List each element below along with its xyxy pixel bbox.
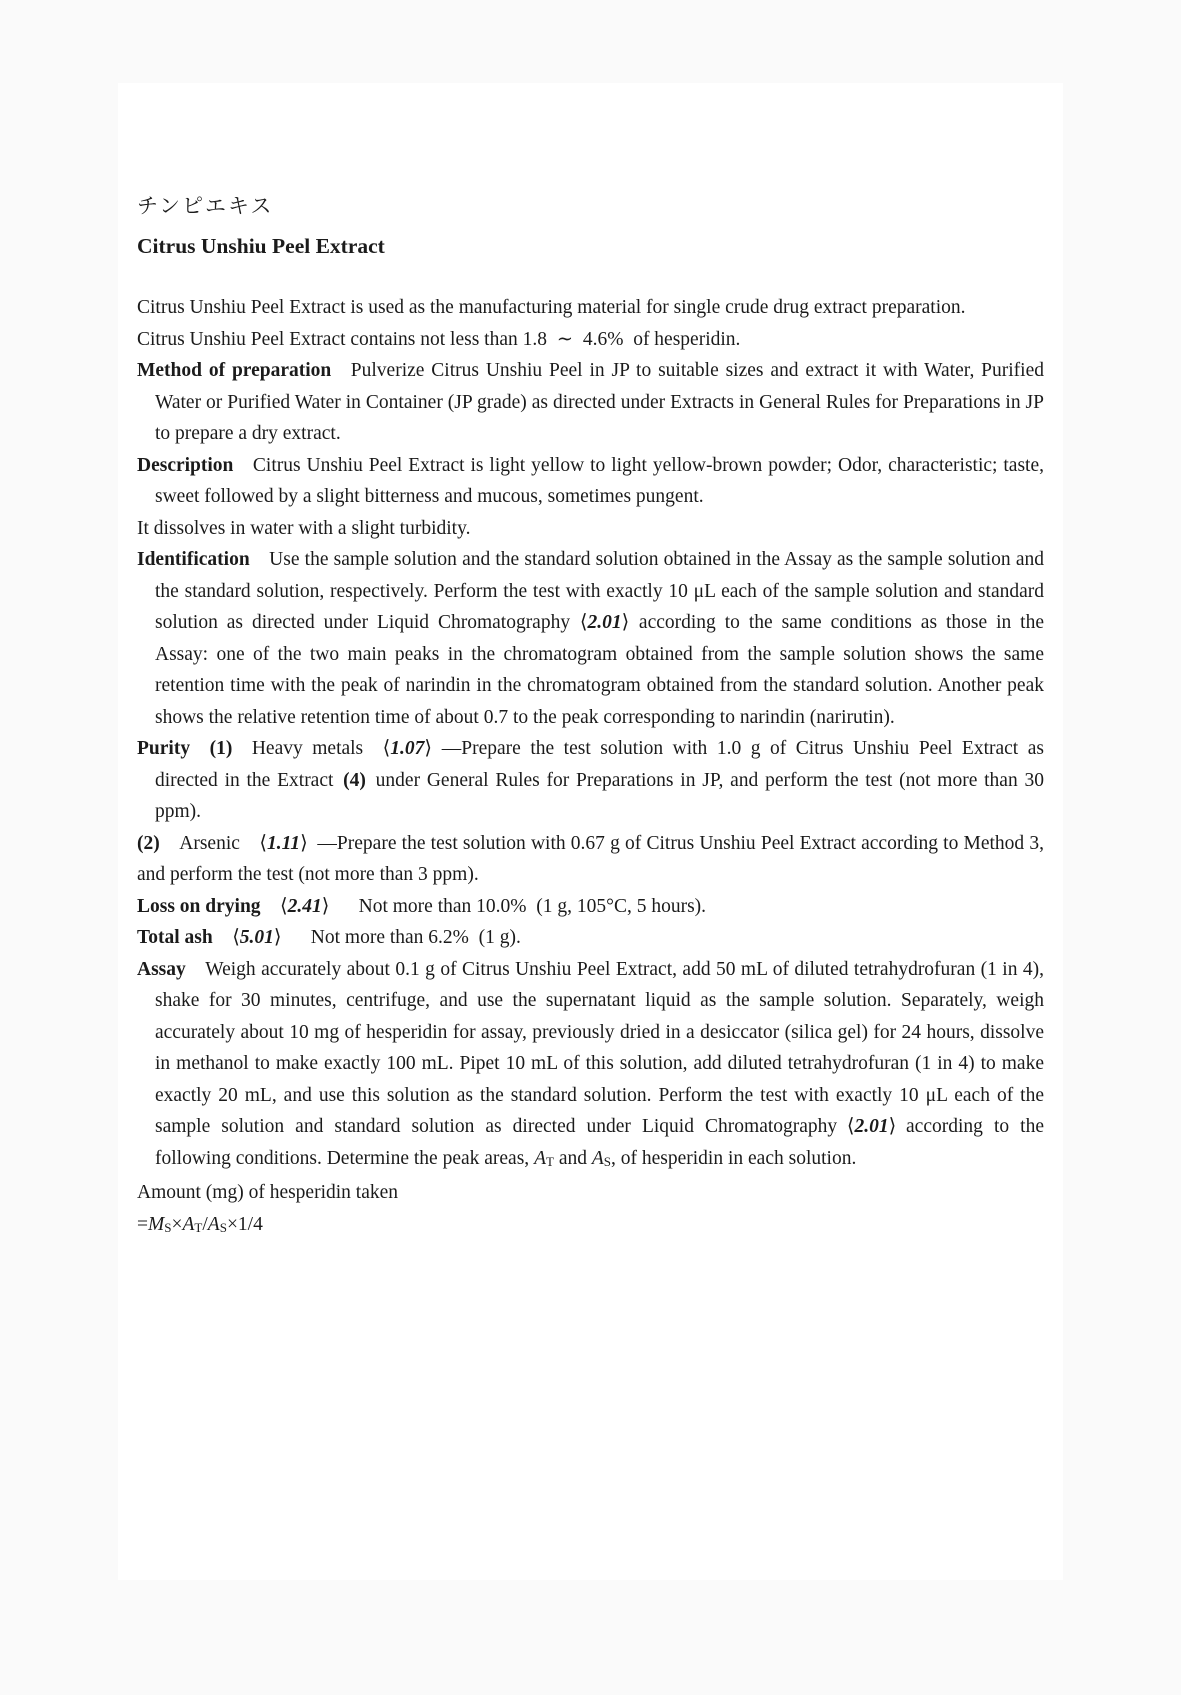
text-run: ⟩ according to the following conditions. Determine the peak areas, [155, 1116, 1044, 1169]
text-run: S [219, 1219, 227, 1235]
section-total-ash [137, 922, 1044, 954]
monograph-title-japanese: チンピエキス [137, 194, 274, 218]
text-run: under General Rules for Preparations in JP, and perform the test (not more than 30 ppm). [155, 769, 1044, 822]
text-run: 2.41 [287, 895, 322, 917]
text-run: ⟨ [260, 895, 288, 917]
text-run: M [148, 1213, 165, 1235]
text-run: A [591, 1147, 604, 1169]
section-method-of-preparation [137, 355, 1044, 450]
text-run: Purity [137, 738, 191, 759]
text-run: 2.01 [587, 612, 622, 633]
text-run: Method of preparation [137, 360, 332, 381]
text-run: Pulverize Citrus Unshiu Peel in JP to suitable sizes and extract it with Water, Purified Water or Purified Water in Container (JP grade) as directed under Extracts in General Rules for Preparations in JP to prepare a dry extract. [155, 360, 1044, 444]
formula-label [137, 1177, 1044, 1209]
text-run: , of hesperidin in each solution. [611, 1147, 857, 1169]
document-page [118, 83, 1063, 1580]
text-run: × [171, 1213, 183, 1235]
text-run: ⟩ according to the same conditions as those in the Assay: one of the two main peaks in the chromatogram obtained from the sample solution shows the same retention time with the peak of narindin in the chromatogram obtained from the standard solution. Another peak shows the relative retention time of about 0.7 to the peak corresponding to narindin (narirutin). [155, 612, 1044, 728]
paragraph-purity-arsenic [137, 828, 1044, 891]
text-run: (2) [137, 832, 160, 854]
monograph-title-english: Citrus Unshiu Peel Extract [137, 234, 385, 258]
text-run: ×1/4 [226, 1213, 263, 1235]
text-run: Loss on drying [137, 895, 261, 917]
text-run: / [202, 1213, 208, 1235]
text-run: Arsenic ⟨ [159, 832, 267, 854]
paragraph-description-solubility [137, 513, 1044, 545]
text-run: 2.01 [854, 1116, 889, 1137]
section-purity-heavy-metals [137, 733, 1044, 828]
text-run: Citrus Unshiu Peel Extract contains not less than 1.8 ∼ 4.6% of hesperidin. [137, 328, 741, 350]
text-run: Amount (mg) of hesperidin taken [137, 1182, 399, 1203]
text-run: S [603, 1153, 611, 1169]
text-run: A [207, 1213, 220, 1235]
section-description [137, 450, 1044, 513]
text-run: Citrus Unshiu Peel Extract is used as the manufacturing material for single crude drug extract preparation. [137, 297, 966, 318]
text-run: S [164, 1219, 172, 1235]
text-run: Identification [137, 549, 250, 570]
text-run: ⟩ Not more than 10.0% (1 g, 105°C, 5 hours). [321, 895, 707, 917]
text-run: T [194, 1219, 203, 1235]
paragraph-intro-content [137, 324, 1044, 356]
monograph-body [137, 292, 1044, 1243]
text-run: Total ash [137, 927, 213, 948]
text-run: Assay [137, 958, 186, 980]
text-run: ⟩ —Prepare the test solution with 0.67 g of Citrus Unshiu Peel Extract according to Method 3, and perform the test (not more than 3 ppm). [137, 832, 1044, 885]
text-run: It dissolves in water with a slight turbidity. [137, 517, 471, 539]
text-run: Citrus Unshiu Peel Extract is light yellow to light yellow-brown powder; Odor, characteristic; taste, sweet followed by a slight bitterness and mucous, sometimes pungent. [155, 454, 1044, 507]
text-run: Heavy metals ⟨ [232, 738, 391, 759]
text-run: ⟨ [212, 927, 240, 948]
section-identification [137, 544, 1044, 733]
text-run: 1.11 [267, 832, 301, 854]
paragraph-intro-usage [137, 292, 1044, 324]
text-run: ⟩ —Prepare the test solution with 1.0 g of Citrus Unshiu Peel Extract as directed in the Extract [155, 738, 1044, 791]
section-loss-on-drying [137, 891, 1044, 923]
text-run: Weigh accurately about 0.1 g of Citrus Unshiu Peel Extract, add 50 mL of diluted tetrahydrofuran (1 in 4), shake for 30 minutes, centrifuge, and use the supernatant liquid as the sample solution. Separately, weigh accurately about 10 mg of hesperidin for assay, previously dried in a desiccator (silica gel) for 24 hours, dissolve in methanol to make exactly 100 mL. Pipet 10 mL of this solution, add diluted tetrahydrofuran (1 in 4) to make exactly 20 mL, and use this solution as the standard solution. Perform the test with exactly 10 μL each of the sample solution and standard solution as directed under Liquid Chromatography ⟨ [155, 958, 1044, 1137]
formula-expression [137, 1209, 1044, 1244]
text-run: T [545, 1153, 554, 1169]
text-run: (4) [343, 769, 366, 791]
text-run: Use the sample solution and the standard solution obtained in the Assay as the sample solution and the standard solution, respectively. Perform the test with exactly 10 μL each of the sample solution and standard solution as directed under Liquid Chromatography ⟨ [155, 549, 1044, 633]
text-run: (1) [209, 738, 233, 759]
text-run: and [553, 1147, 592, 1169]
text-run: Description [137, 454, 234, 476]
text-run: 5.01 [239, 927, 274, 948]
text-run: A [182, 1213, 195, 1235]
text-run: A [534, 1147, 546, 1169]
text-run: = [137, 1213, 148, 1235]
text-run: ⟩ Not more than 6.2% (1 g). [273, 927, 521, 948]
text-run [190, 738, 210, 759]
text-run: 1.07 [390, 738, 425, 759]
section-assay [137, 954, 1044, 1178]
